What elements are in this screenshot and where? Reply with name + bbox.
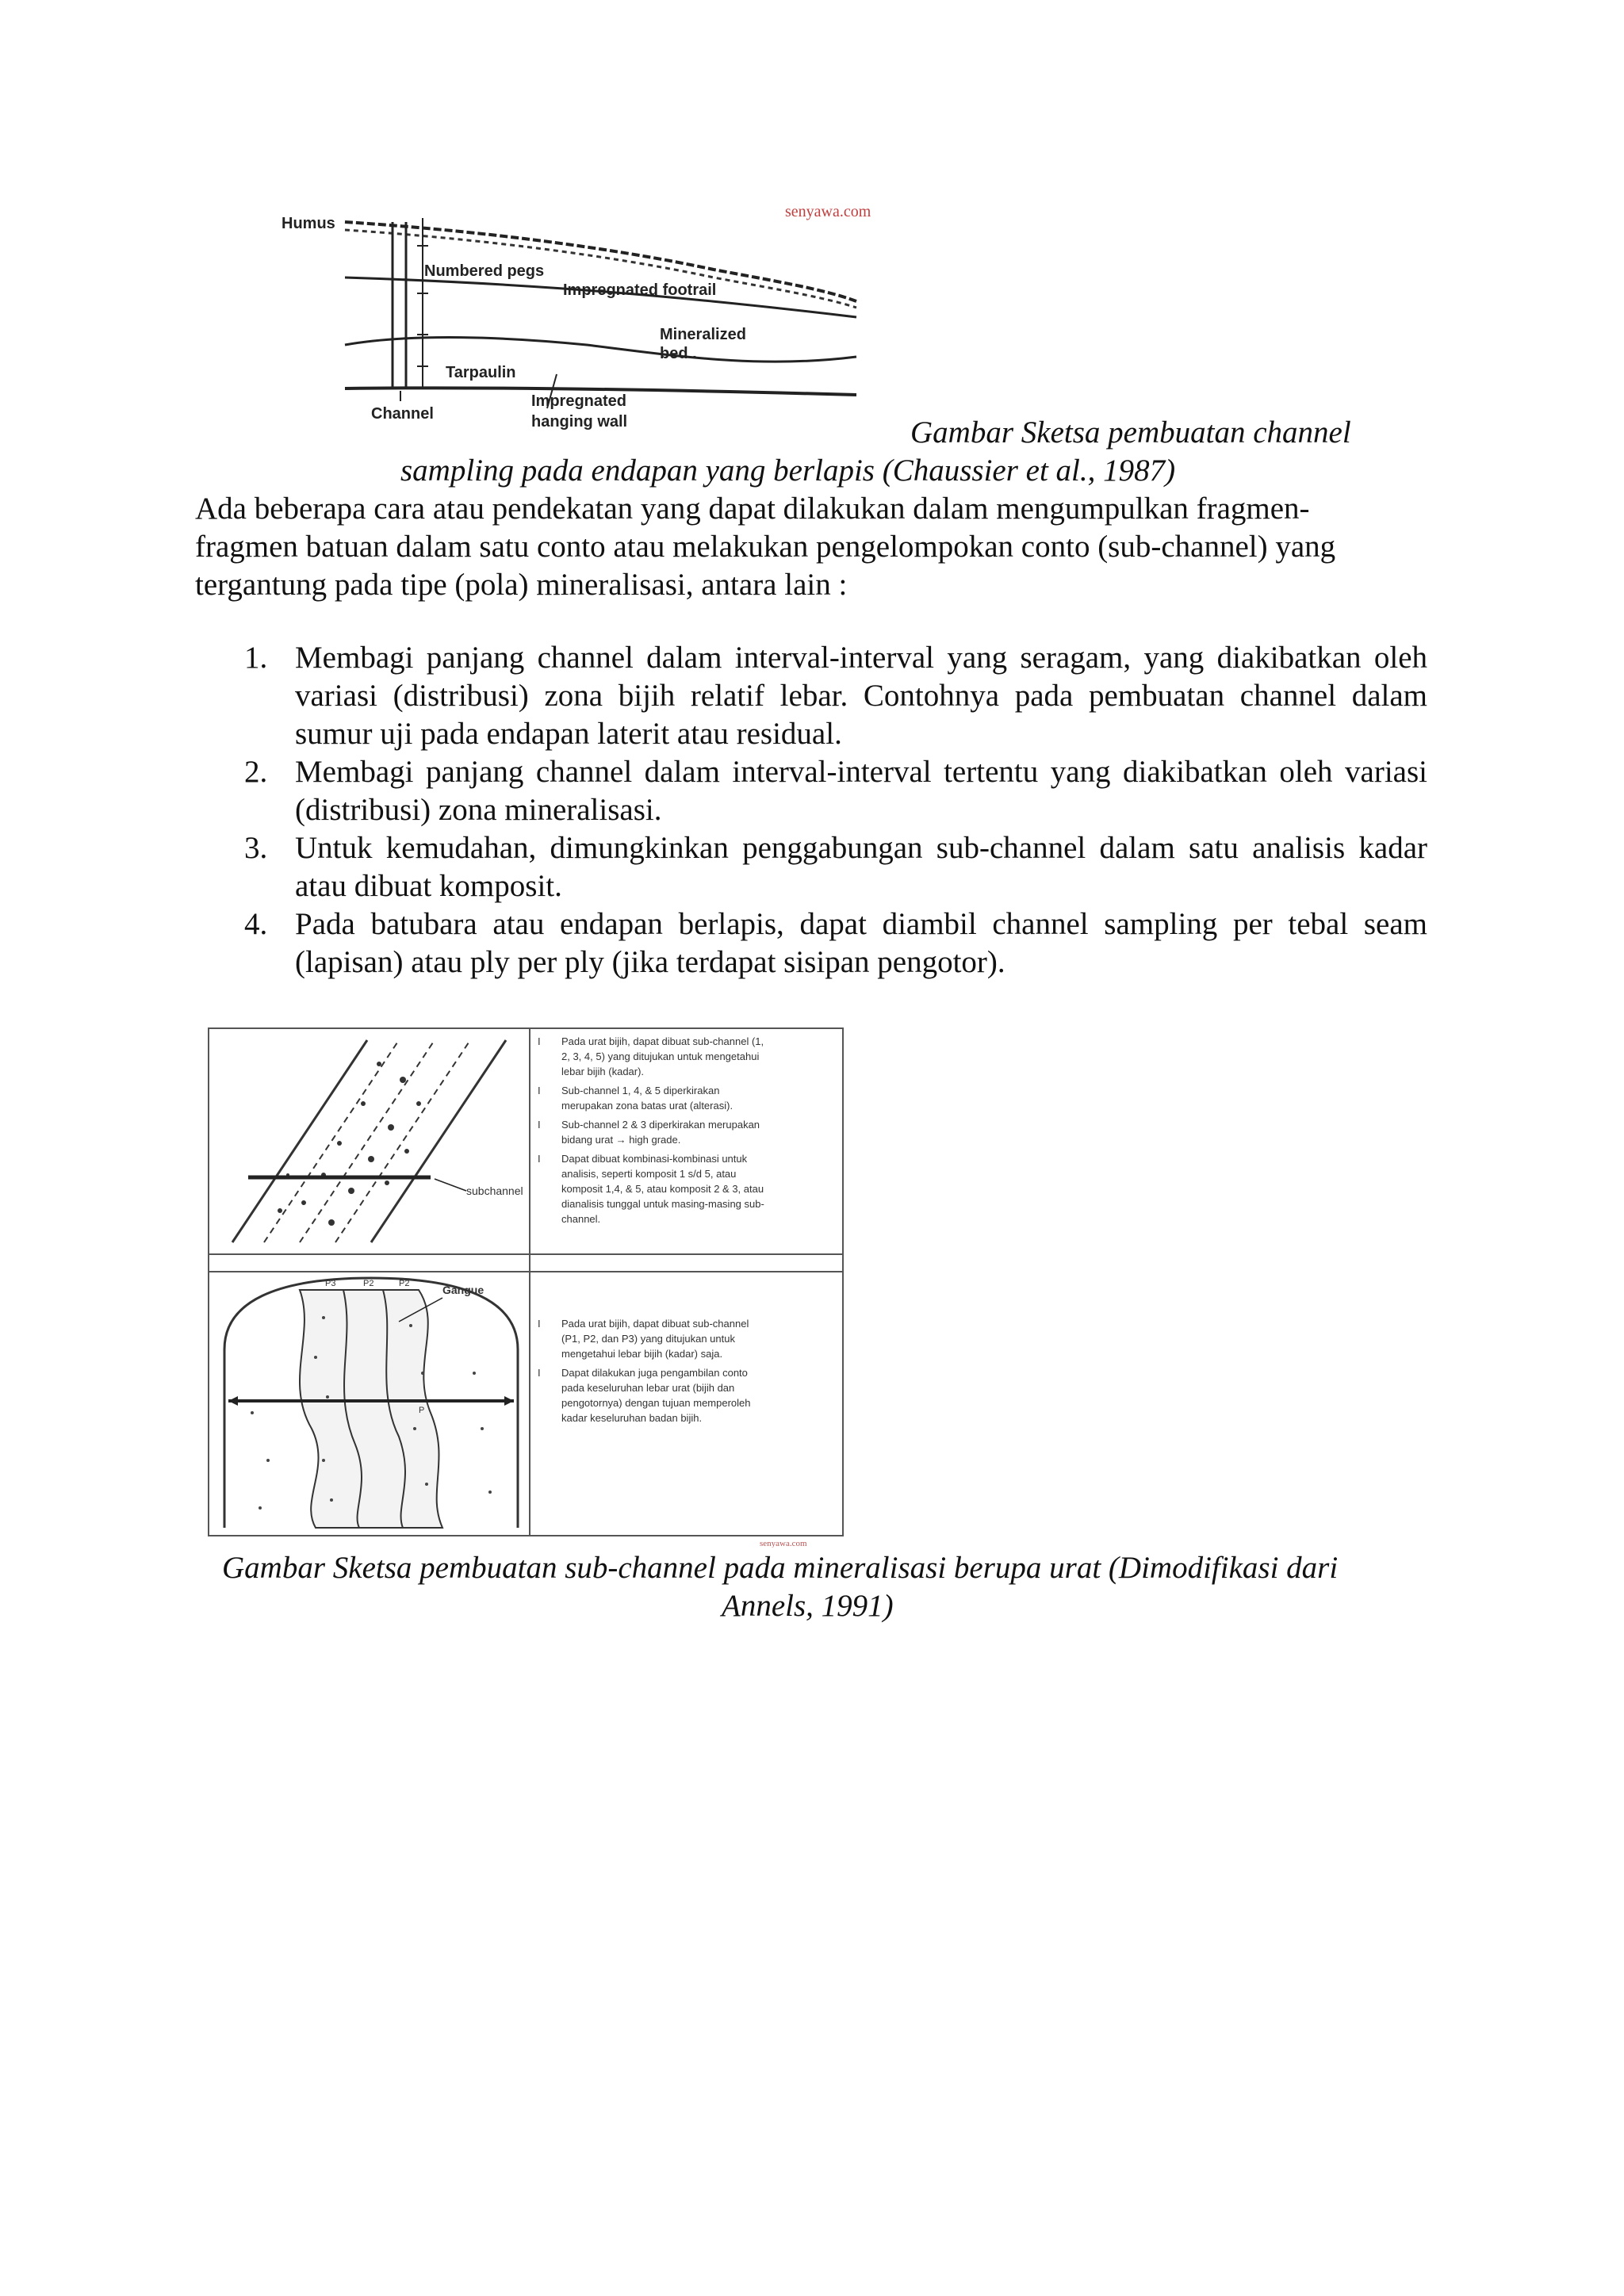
- note-top-12: channel.: [561, 1213, 601, 1225]
- watermark-senyawa-2: senyawa.com: [760, 1539, 807, 1548]
- note-top-4: Sub-channel 1, 4, & 5 diperkirakan: [561, 1085, 720, 1096]
- label-p2a: P2: [363, 1279, 374, 1288]
- note-bottom-7: kadar keseluruhan badan bijih.: [561, 1412, 703, 1424]
- label-humus: Humus: [282, 215, 335, 232]
- figure1-caption-line1: Gambar Sketsa pembuatan channel: [910, 415, 1351, 450]
- bullet: I: [538, 1367, 541, 1379]
- label-p: P: [419, 1406, 425, 1415]
- figure-channel-sampling: [270, 198, 912, 444]
- note-top-10: komposit 1,4, & 5, atau komposit 2 & 3, atau: [561, 1183, 764, 1195]
- bullet: I: [538, 1318, 541, 1330]
- figure2-caption-line1: Gambar Sketsa pembuatan sub-channel pada mineralisasi berupa urat (Dimodifikasi dari: [222, 1551, 1339, 1585]
- label-p2b: P2: [399, 1279, 410, 1288]
- note-bottom-3: mengetahui lebar bijih (kadar) saja.: [561, 1348, 723, 1360]
- figure-subchannel-vein: [205, 1016, 847, 1548]
- label-channel: Channel: [371, 405, 434, 423]
- note-top-1: Pada urat bijih, dapat dibuat sub-channel (1,: [561, 1035, 764, 1047]
- list-item: 3. Untuk kemudahan, dimungkinkan penggabungan sub-channel dalam satu analisis kadar atau dibuat komposit.: [244, 831, 1427, 903]
- note-top-11: dianalisis tunggal untuk masing-masing sub-: [561, 1198, 764, 1210]
- note-bottom-2: (P1, P2, dan P3) yang ditujukan untuk: [561, 1333, 735, 1345]
- note-top-2: 2, 3, 4, 5) yang ditujukan untuk mengetahui: [561, 1050, 760, 1062]
- label-mineralized: Mineralized: [660, 326, 746, 343]
- label-tarpaulin: Tarpaulin: [446, 364, 516, 381]
- note-bottom-1: Pada urat bijih, dapat dibuat sub-channel: [561, 1318, 749, 1330]
- list-item: 4. Pada batubara atau endapan berlapis, dapat diambil channel sampling per tebal seam (lapisan) atau ply per ply (jika terdapat sisipan pengotor).: [244, 907, 1427, 979]
- note-top-6: Sub-channel 2 & 3 diperkirakan merupakan: [561, 1119, 760, 1131]
- note-bottom-6: pengotornya) dengan tujuan memperoleh: [561, 1397, 751, 1409]
- label-impregnated: Impregnated: [531, 392, 627, 410]
- label-subchannel: subchannel: [466, 1184, 523, 1197]
- figure1-caption-line2: sampling pada endapan yang berlapis (Chaussier et al., 1987): [400, 453, 1176, 488]
- label-bed: bed .: [660, 345, 697, 362]
- paragraph-line3: tergantung pada tipe (pola) mineralisasi, antara lain :: [195, 568, 848, 602]
- bullet: I: [538, 1035, 541, 1047]
- label-numbered-pegs: Numbered pegs: [424, 262, 545, 280]
- note-top-3: lebar bijih (kadar).: [561, 1066, 645, 1077]
- bullet: I: [538, 1153, 541, 1165]
- label-impregnated-footrail: Impregnated footrail: [563, 281, 717, 299]
- note-top-8: Dapat dibuat kombinasi-kombinasi untuk: [561, 1153, 748, 1165]
- paragraph-line1: Ada beberapa cara atau pendekatan yang dapat dilakukan dalam mengumpulkan fragmen-: [195, 492, 1310, 526]
- watermark-senyawa: senyawa.com: [785, 203, 871, 220]
- note-top-9: analisis, seperti komposit 1 s/d 5, atau: [561, 1168, 737, 1180]
- note-top-7: bidang urat → high grade.: [561, 1134, 681, 1146]
- paragraph-line2: fragmen batuan dalam satu conto atau melakukan pengelompokan conto (sub-channel) yang: [195, 530, 1336, 564]
- note-top-5: merupakan zona batas urat (alterasi).: [561, 1100, 733, 1112]
- list-item: 2. Membagi panjang channel dalam interval-interval tertentu yang diakibatkan oleh variasi (distribusi) zona mineralisasi.: [244, 755, 1427, 827]
- label-hanging-wall: hanging wall: [531, 413, 628, 430]
- note-bottom-5: pada keseluruhan lebar urat (bijih dan: [561, 1382, 735, 1394]
- list-item: 1. Membagi panjang channel dalam interval-interval yang seragam, yang diakibatkan oleh variasi (distribusi) zona bijih relatif lebar. Contohnya pada pembuatan channel dalam sumur uji pada endapan laterit atau residual.: [244, 641, 1427, 751]
- note-bottom-4: Dapat dilakukan juga pengambilan conto: [561, 1367, 748, 1379]
- method-list: [238, 639, 1427, 982]
- label-p3: P3: [325, 1279, 336, 1288]
- label-gangue: Gangue: [442, 1284, 485, 1296]
- figure2-caption-line2: Annels, 1991): [722, 1589, 894, 1623]
- bullet: I: [538, 1085, 541, 1096]
- bullet: I: [538, 1119, 541, 1131]
